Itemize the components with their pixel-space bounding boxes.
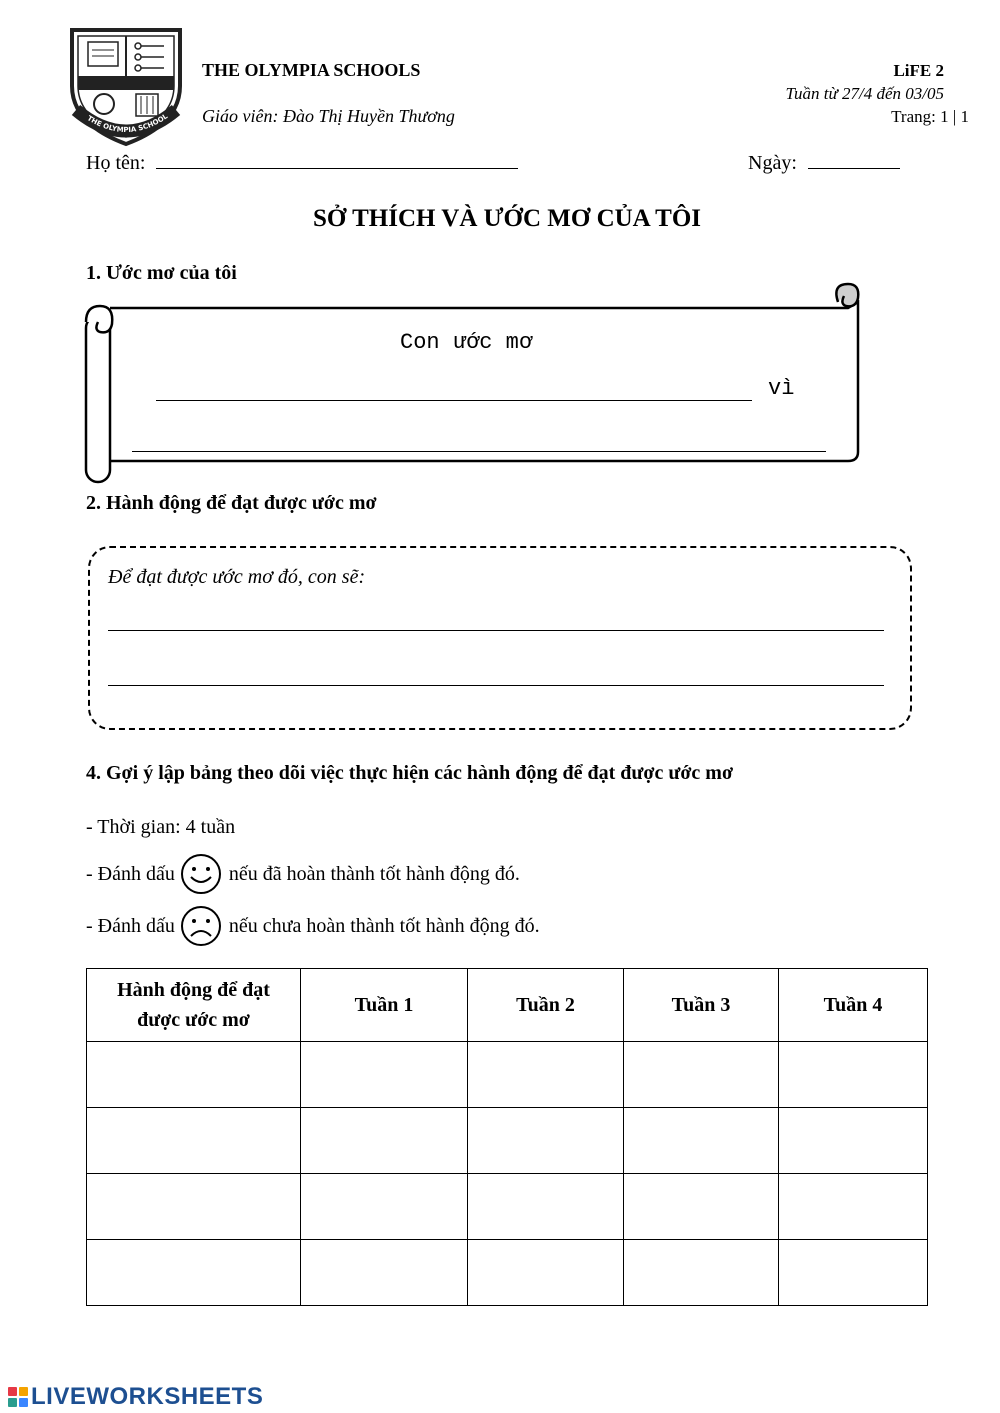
- header-week-1: Tuần 1: [301, 969, 468, 1042]
- table-row: [87, 1174, 928, 1240]
- week-cell[interactable]: [624, 1042, 779, 1108]
- section4-heading: 4. Gợi ý lập bảng theo dõi việc thực hiện các hành động để đạt được ước mơ: [86, 762, 734, 784]
- dream-intro-text: Con ước mơ: [400, 330, 533, 355]
- scroll-banner-icon: [80, 280, 870, 490]
- week-cell[interactable]: [468, 1042, 624, 1108]
- date-row: [748, 152, 900, 175]
- week-cell[interactable]: [301, 1108, 468, 1174]
- actions-prompt: Để đạt được ước mơ đó, con sẽ:: [108, 566, 366, 588]
- logo-square-red: [8, 1387, 17, 1396]
- week-cell[interactable]: [624, 1174, 779, 1240]
- week-range: Tuần từ 27/4 đến 03/05: [785, 84, 944, 103]
- tracker-header-row: [87, 969, 928, 1042]
- header-week-4: Tuần 4: [779, 969, 928, 1042]
- action-cell[interactable]: [87, 1174, 301, 1240]
- liveworksheets-logo[interactable]: [8, 1383, 263, 1411]
- reason-answer-line[interactable]: [132, 451, 826, 452]
- header-week-3: Tuần 3: [624, 969, 779, 1042]
- section2-heading: 2. Hành động để đạt được ước mơ: [86, 492, 377, 514]
- subject-code: LiFE 2: [893, 61, 944, 80]
- week-cell[interactable]: [624, 1108, 779, 1174]
- school-name: THE OLYMPIA SCHOOLS: [202, 60, 421, 80]
- section1-heading: 1. Ước mơ của tôi: [86, 262, 237, 284]
- mark-bad-row: [86, 904, 540, 948]
- teacher-name: Giáo viên: Đào Thị Huyền Thương: [202, 106, 455, 126]
- liveworksheets-grid-icon: [8, 1387, 28, 1407]
- date-field[interactable]: [808, 168, 900, 169]
- crest-shield-icon: [64, 24, 188, 148]
- week-cell[interactable]: [468, 1108, 624, 1174]
- liveworksheets-brand: LIVEWORKSHEETS: [31, 1383, 264, 1410]
- page-number: Trang: 1 | 1: [891, 107, 969, 126]
- mark-good-row: [86, 852, 520, 896]
- because-word: vì: [768, 376, 795, 401]
- week-cell[interactable]: [779, 1240, 928, 1306]
- header-action: Hành động để đạt được ước mơ: [87, 969, 301, 1042]
- week-cell[interactable]: [468, 1174, 624, 1240]
- school-crest: [64, 24, 188, 148]
- week-cell[interactable]: [468, 1240, 624, 1306]
- logo-square-teal: [8, 1398, 17, 1407]
- mark-good-suffix: nếu đã hoàn thành tốt hành động đó.: [228, 862, 520, 885]
- actions-answer-line-2[interactable]: [108, 685, 884, 686]
- tracker-table: [86, 968, 928, 1306]
- table-row: [87, 1042, 928, 1108]
- student-name-row: [86, 152, 518, 175]
- mark-bad-suffix: nếu chưa hoàn thành tốt hành động đó.: [228, 914, 540, 937]
- week-cell[interactable]: [301, 1174, 468, 1240]
- logo-square-blue: [19, 1398, 28, 1407]
- page-title: SỞ THÍCH VÀ ƯỚC MƠ CỦA TÔI: [312, 205, 702, 232]
- date-label: Ngày:: [748, 152, 797, 174]
- action-cell[interactable]: [87, 1240, 301, 1306]
- table-row: [87, 1108, 928, 1174]
- week-cell[interactable]: [779, 1042, 928, 1108]
- week-cell[interactable]: [301, 1240, 468, 1306]
- week-cell[interactable]: [624, 1240, 779, 1306]
- logo-square-orange: [19, 1387, 28, 1396]
- sad-face-icon: [179, 904, 223, 948]
- table-row: [87, 1240, 928, 1306]
- week-cell[interactable]: [301, 1042, 468, 1108]
- mark-good-prefix: - Đánh dấu: [86, 862, 175, 885]
- header-week-2: Tuần 2: [468, 969, 624, 1042]
- week-cell[interactable]: [779, 1108, 928, 1174]
- mark-bad-prefix: - Đánh dấu: [86, 914, 175, 937]
- action-cell[interactable]: [87, 1042, 301, 1108]
- action-cell[interactable]: [87, 1108, 301, 1174]
- student-name-field[interactable]: [156, 168, 518, 169]
- duration-text: - Thời gian: 4 tuần: [86, 816, 236, 838]
- crest-ribbon-text: THE OLYMPIA SCHOOL: [85, 112, 170, 135]
- actions-answer-line-1[interactable]: [108, 630, 884, 631]
- student-name-label: Họ tên:: [86, 152, 146, 174]
- smiley-face-icon: [179, 852, 223, 896]
- dream-answer-line[interactable]: [156, 400, 752, 401]
- week-cell[interactable]: [779, 1174, 928, 1240]
